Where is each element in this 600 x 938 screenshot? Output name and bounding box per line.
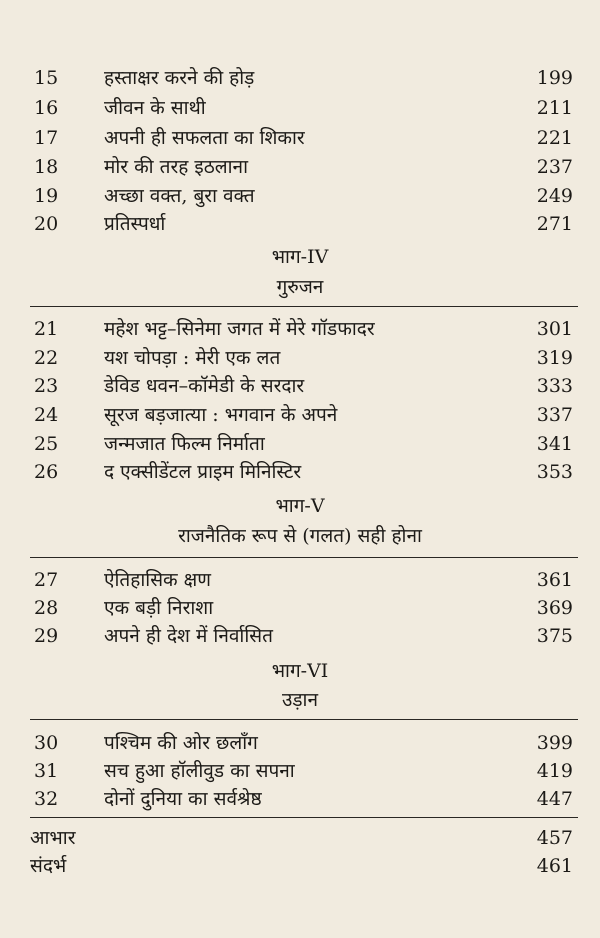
- toc-entry-back-matter: [0, 852, 600, 880]
- chapter-number: 26: [34, 461, 59, 483]
- page-number: 447: [536, 788, 573, 810]
- page-number: 301: [536, 318, 573, 340]
- chapter-title: जीवन के साथी: [104, 97, 206, 119]
- chapter-title: सच हुआ हॉलीवुड का सपना: [104, 760, 295, 782]
- chapter-title: डेविड धवन–कॉमेडी के सरदार: [104, 375, 305, 397]
- chapter-number: 21: [34, 318, 59, 340]
- toc-entry: [0, 430, 600, 458]
- chapter-number: 32: [34, 788, 59, 810]
- chapter-title: एक बड़ी निराशा: [104, 597, 214, 619]
- chapter-number: 28: [34, 597, 59, 619]
- chapter-number: 29: [34, 625, 59, 647]
- page-number: 341: [536, 433, 573, 455]
- page-number: 199: [536, 67, 573, 89]
- chapter-number: 16: [34, 97, 59, 119]
- chapter-title: सूरज बड़जात्या : भगवान के अपने: [104, 404, 338, 426]
- page-number: 333: [536, 375, 573, 397]
- chapter-number: 19: [34, 185, 59, 207]
- chapter-title: हस्ताक्षर करने की होड़: [104, 67, 255, 89]
- chapter-title: ऐतिहासिक क्षण: [104, 569, 212, 591]
- page-number: 221: [536, 127, 573, 149]
- toc-entry: [0, 315, 600, 343]
- toc-entry-back-matter: [0, 824, 600, 852]
- chapter-title: यश चोपड़ा : मेरी एक लत: [104, 347, 281, 369]
- part-title: गुरुजन: [276, 276, 324, 298]
- part-label: भाग-VI: [271, 660, 329, 682]
- back-matter-title: आभार: [30, 827, 76, 849]
- part-title: उड़ान: [281, 689, 319, 711]
- toc-entry: [0, 64, 600, 92]
- chapter-title: अच्छा वक्त, बुरा वक्त: [104, 185, 255, 207]
- chapter-title: महेश भट्ट–सिनेमा जगत में मेरे गॉडफादर: [104, 318, 375, 340]
- chapter-number: 22: [34, 347, 59, 369]
- toc-entry: [0, 757, 600, 785]
- toc-entry: [0, 729, 600, 757]
- toc-entry: [0, 566, 600, 594]
- part-label: भाग-IV: [271, 246, 329, 268]
- toc-entry: [0, 401, 600, 429]
- page-number: 375: [536, 625, 573, 647]
- toc-entry: [0, 210, 600, 238]
- page-number: 237: [536, 156, 573, 178]
- page-number: 461: [536, 855, 573, 877]
- page-number: 353: [536, 461, 573, 483]
- divider: [30, 557, 578, 558]
- toc-entry: [0, 785, 600, 813]
- toc-entry: [0, 153, 600, 181]
- back-matter-title: संदर्भ: [30, 855, 67, 877]
- chapter-number: 27: [34, 569, 59, 591]
- chapter-number: 17: [34, 127, 59, 149]
- toc-entry: [0, 124, 600, 152]
- page-number: 457: [536, 827, 573, 849]
- page-number: 419: [536, 760, 573, 782]
- toc-entry: [0, 372, 600, 400]
- toc-entry: [0, 622, 600, 650]
- chapter-title: मोर की तरह इठलाना: [104, 156, 249, 178]
- chapter-title: द एक्सीडेंटल प्राइम मिनिस्टिर: [104, 461, 302, 483]
- page-number: 361: [536, 569, 573, 591]
- page-number: 399: [536, 732, 573, 754]
- toc-entry: [0, 94, 600, 122]
- divider: [30, 719, 578, 720]
- page-number: 211: [536, 97, 573, 119]
- part-label: भाग-V: [275, 495, 325, 517]
- chapter-number: 31: [34, 760, 59, 782]
- page-number: 337: [536, 404, 573, 426]
- chapter-number: 23: [34, 375, 59, 397]
- toc-entry: [0, 344, 600, 372]
- divider: [30, 817, 578, 818]
- page-number: 319: [536, 347, 573, 369]
- chapter-title: अपनी ही सफलता का शिकार: [104, 127, 305, 149]
- divider: [30, 306, 578, 307]
- chapter-title: पश्चिम की ओर छलाँग: [104, 732, 258, 754]
- chapter-title: प्रतिस्पर्धा: [104, 213, 166, 235]
- toc-entry: [0, 458, 600, 486]
- chapter-number: 24: [34, 404, 59, 426]
- page-number: 271: [536, 213, 573, 235]
- toc-entry: [0, 182, 600, 210]
- page-number: 369: [536, 597, 573, 619]
- page-number: 249: [536, 185, 573, 207]
- chapter-title: अपने ही देश में निर्वासित: [104, 625, 273, 647]
- chapter-number: 18: [34, 156, 59, 178]
- toc-entry: [0, 594, 600, 622]
- chapter-title: दोनों दुनिया का सर्वश्रेष्ठ: [104, 788, 262, 810]
- chapter-number: 20: [34, 213, 59, 235]
- chapter-title: जन्मजात फिल्म निर्माता: [104, 433, 265, 455]
- part-title: राजनैतिक रूप से (गलत) सही होना: [178, 525, 422, 547]
- chapter-number: 30: [34, 732, 59, 754]
- chapter-number: 15: [34, 67, 59, 89]
- chapter-number: 25: [34, 433, 59, 455]
